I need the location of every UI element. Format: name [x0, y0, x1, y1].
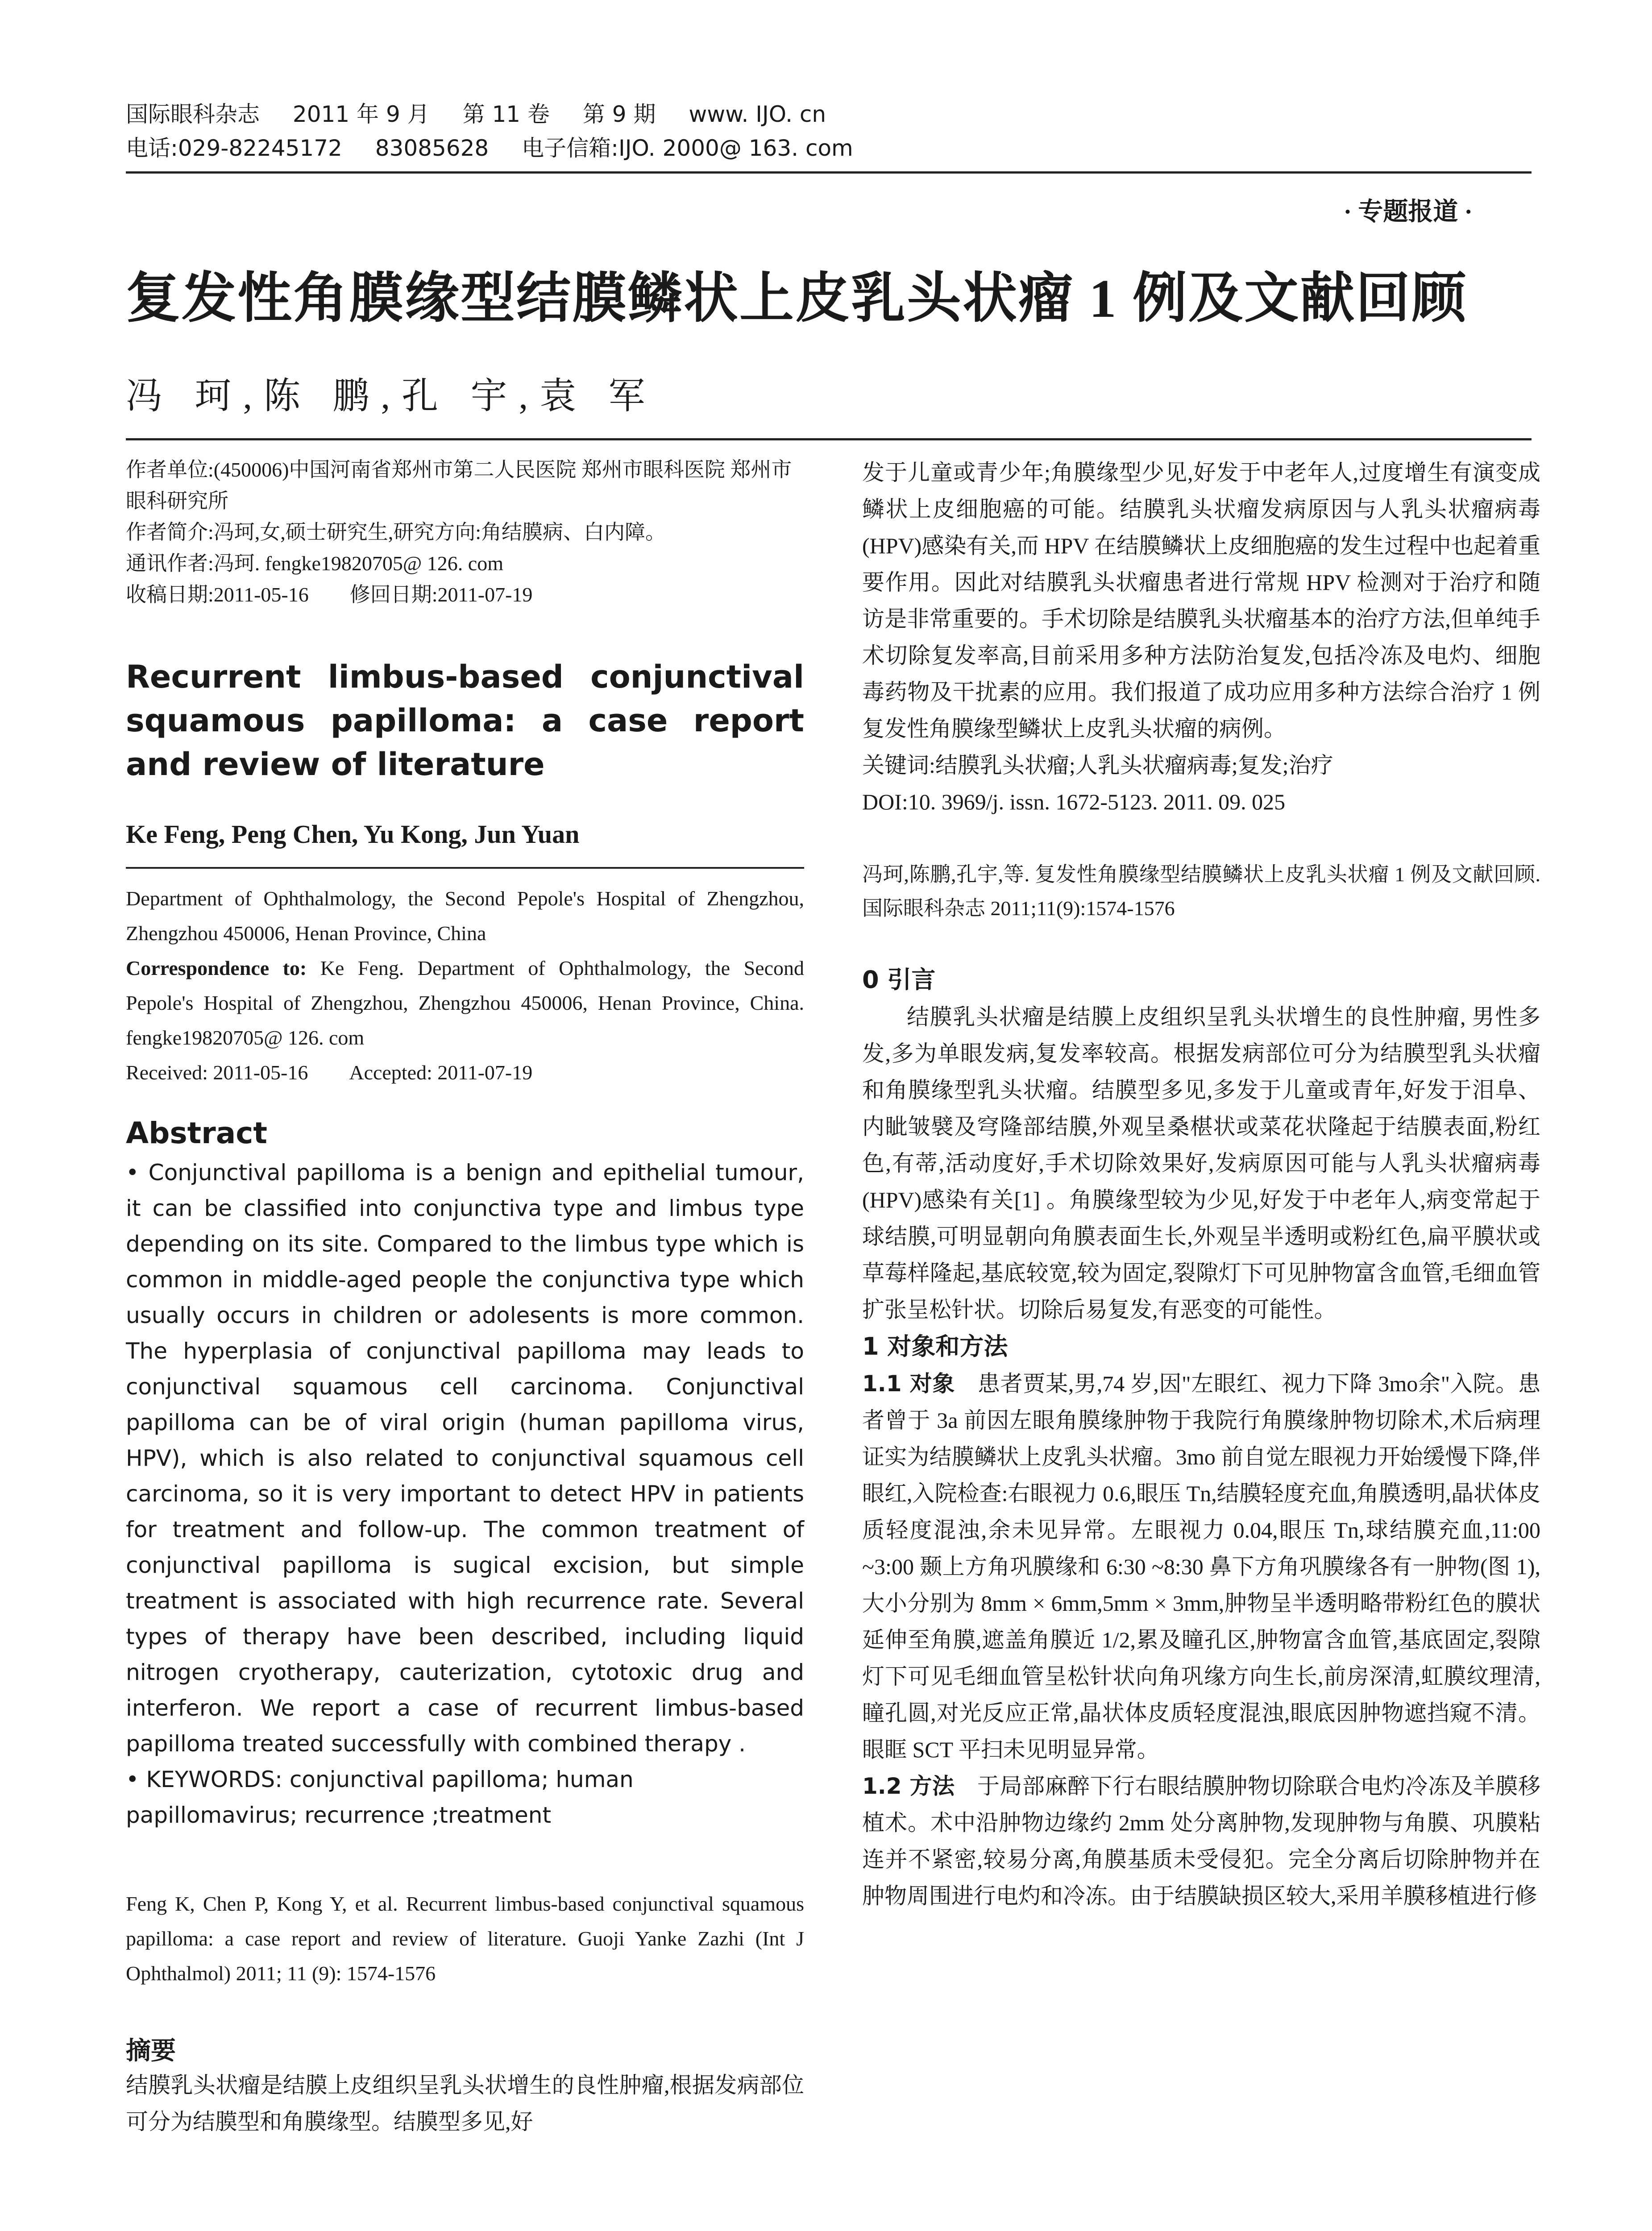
- section-1-1: [862, 1365, 1540, 1768]
- intro-heading: 0 引言: [862, 966, 936, 994]
- keywords-en: • KEYWORDS: conjunctival papilloma; human papillomavirus; recurrence ;treatment: [126, 1767, 634, 1828]
- zhaiyao-heading: 摘要: [126, 2036, 176, 2065]
- section-1-2-label: 1.2 方法: [862, 1773, 955, 1799]
- received-date: 收稿日期:2011-05-16 修回日期:2011-07-19: [126, 583, 533, 606]
- section-1-1-label: 1.1 对象: [862, 1371, 955, 1397]
- left-column: [126, 454, 804, 2140]
- corresponding-author: 通讯作者:冯珂. fengke19820705@ 126. com: [126, 552, 503, 575]
- correspondence: [126, 951, 804, 1055]
- section-1-2-body: 于局部麻醉下行右眼结膜肿物切除联合电灼冷冻及羊膜移植术。术中沿肿物边缘约 2mm 处分离肿物,发现肿物与角膜、巩膜粘连并不紧密,较易分离,角膜基质未受侵犯。完全分离后切除肿物并在肿物周围进行电灼和冷冻。由于结膜缺损区较大,采用羊膜移植进行修: [862, 1774, 1541, 1908]
- phone: 电话:029-82245172: [126, 135, 342, 161]
- website: www. IJO. cn: [689, 101, 826, 127]
- abstract-body: • Conjunctival papilloma is a benign and epithelial tumour, it can be classified into conjunctiva type and limbus type depending on its site. Compared to the limbus type which is common in middle-aged people the conjunctiva type which usually occurs in children or adolesents is more common. The hyperplasia of conjunctival papilloma may leads to conjunctival squamous cell carcinoma. Conjunctival papilloma can be of viral origin (human papilloma virus, HPV), which is also related to conjunctival squamous cell carcinoma, so it is very important to detect HPV in patients for treatment and follow-up. The common treatment of conjunctival papilloma is sugical excision, but simple treatment is associated with high recurrence rate. Several types of therapy have been described, including liquid nitrogen cryotherapy, cauterization, cytotoxic drug and interferon. We report a case of recurrent limbus-based papilloma treated successfully with combined therapy .: [126, 1160, 804, 1757]
- journal-header: [126, 97, 1532, 165]
- methods-heading: 1 对象和方法: [862, 1332, 1008, 1360]
- english-authors: Ke Feng, Peng Chen, Yu Kong, Jun Yuan: [126, 819, 804, 869]
- citation-cn: 冯珂,陈鹏,孔宇,等. 复发性角膜缘型结膜鳞状上皮乳头状瘤 1 例及文献回顾. 国际眼科杂志 2011;11(9):1574-1576: [862, 863, 1540, 920]
- article-authors-cn: 冯 珂,陈 鹏,孔 宇,袁 军: [126, 376, 657, 416]
- department-info: [126, 881, 804, 1090]
- section-1-2: [862, 1768, 1540, 1914]
- department: Department of Ophthalmology, the Second Pepole's Hospital of Zhengzhou, Zhengzhou 450006, Henan Province, China: [126, 887, 804, 945]
- zhaiyao-body-right: 发于儿童或青少年;角膜缘型少见,好发于中老年人,过度增生有演变成鳞状上皮细胞癌的可能。结膜乳头状瘤发病原因与人乳头状瘤病毒(HPV)感染有关,而 HPV 在结膜鳞状上皮细胞癌的发生过程中也起着重要作用。因此对结膜乳头状瘤患者进行常规 HPV 检测对于治疗和随访是非常重要的。手术切除是结膜乳头状瘤基本的治疗方法,但单纯手术切除复发率高,目前采用多种方法防治复发,包括冷冻及电灼、细胞毒药物及干扰素的应用。我们报道了成功应用多种方法综合治疗 1 例复发性角膜缘型鳞状上皮乳头状瘤的病例。: [862, 460, 1540, 741]
- affiliation: 作者单位:(450006)中国河南省郑州市第二人民医院 郑州市眼科医院 郑州市眼科研究所: [126, 458, 792, 512]
- intro-body: 结膜乳头状瘤是结膜上皮组织呈乳头状增生的良性肿瘤, 男性多发,多为单眼发病,复发率较高。根据发病部位可分为结膜型乳头状瘤和角膜缘型乳头状瘤。结膜型多见,多发于儿童或青年,好发于泪阜、内眦皱襞及穹隆部结膜,外观呈桑椹状或菜花状隆起于结膜表面,粉红色,有蒂,活动度好,手术切除效果好,发病原因可能与人乳头状瘤病毒(HPV)感染有关[1] 。角膜缘型较为少见,好发于中老年人,病变常起于球结膜,可明显朝向角膜表面生长,外观呈半透明或粉红色,扁平膜状或草莓样隆起,基底较宽,较为固定,裂隙灯下可见肿物富含血管,毛细血管扩张呈松针状。切除后易复发,有恶变的可能性。: [862, 1004, 1540, 1322]
- phone-2: 83085628: [375, 135, 489, 161]
- received-accepted: Received: 2011-05-16 Accepted: 2011-07-19: [126, 1061, 533, 1084]
- section-1-1-body: 患者贾某,男,74 岁,因"左眼红、视力下降 3mo余"入院。患者曾于 3a 前因左眼角膜缘肿物于我院行角膜缘肿物切除术,术后病理证实为结膜鳞状上皮乳头状瘤。3mo 前自觉左眼视力开始缓慢下降,伴眼红,入院检查:右眼视力 0.6,眼压 Tn,结膜轻度充血,角膜透明,晶状体皮质轻度混浊,余未见异常。左眼视力 0.04,眼压 Tn,球结膜充血,11:00 ~3:00 颞上方角巩膜缘和 6:30 ~8:30 鼻下方角巩膜缘各有一肿物(图 1),大小分别为 8mm × 6mm,5mm × 3mm,肿物呈半透明略带粉红色的膜状延伸至角膜,遮盖角膜近 1/2,累及瞳孔区,肿物富含血管,基底固定,裂隙灯下可见毛细血管呈松针状向角巩缘方向生长,前房深清,虹膜纹理清,瞳孔圆,对光反应正常,晶状体皮质轻度混浊,眼底因肿物遮挡窥不清。眼眶 SCT 平扫未见明显异常。: [862, 1371, 1541, 1762]
- section-tag: · 专题报道 ·: [1343, 198, 1473, 226]
- issue-date: 2011 年 9 月: [292, 101, 430, 127]
- zhaiyao-body-left: 结膜乳头状瘤是结膜上皮组织呈乳头状增生的良性肿瘤,根据发病部位可分为结膜型和角膜缘型。结膜型多见,好: [126, 2073, 804, 2134]
- issue: 第 9 期: [582, 101, 656, 127]
- doi: DOI:10. 3969/j. issn. 1672-5123. 2011. 09. 025: [862, 789, 1286, 814]
- article-title: 复发性角膜缘型结膜鳞状上皮乳头状瘤 1 例及文献回顾: [126, 269, 1467, 329]
- right-column: [862, 454, 1540, 1914]
- header-rule: [126, 171, 1532, 174]
- correspondence-text: Ke Feng. Department of Ophthalmology, the Second Pepole's Hospital of Zhengzhou, Zhengzhou 450006, Henan Province, China. fengke19820705@ 126. com: [126, 957, 804, 1049]
- abstract-heading: Abstract: [126, 1116, 267, 1150]
- english-title: Recurrent limbus-based conjunctival squamous papilloma: a case report and review of literature: [126, 659, 804, 783]
- correspondence-label: Correspondence to:: [126, 957, 307, 979]
- journal-name: 国际眼科杂志: [126, 101, 260, 127]
- author-bio: 作者简介:冯珂,女,硕士研究生,研究方向:角结膜病、白内障。: [126, 521, 666, 543]
- author-info: [126, 454, 804, 610]
- volume: 第 11 卷: [462, 101, 550, 127]
- citation-en: Feng K, Chen P, Kong Y, et al. Recurrent limbus-based conjunctival squamous papilloma: a case report and review of literature. Guoji Yanke Zazhi (Int J Ophthalmol) 2011; 11 (9): 1574-1576: [126, 1892, 804, 1985]
- title-rule: [126, 438, 1532, 440]
- email: 电子信箱:IJO. 2000@ 163. com: [522, 135, 853, 161]
- keywords-cn: 关键词:结膜乳头状瘤;人乳头状瘤病毒;复发;治疗: [862, 753, 1333, 778]
